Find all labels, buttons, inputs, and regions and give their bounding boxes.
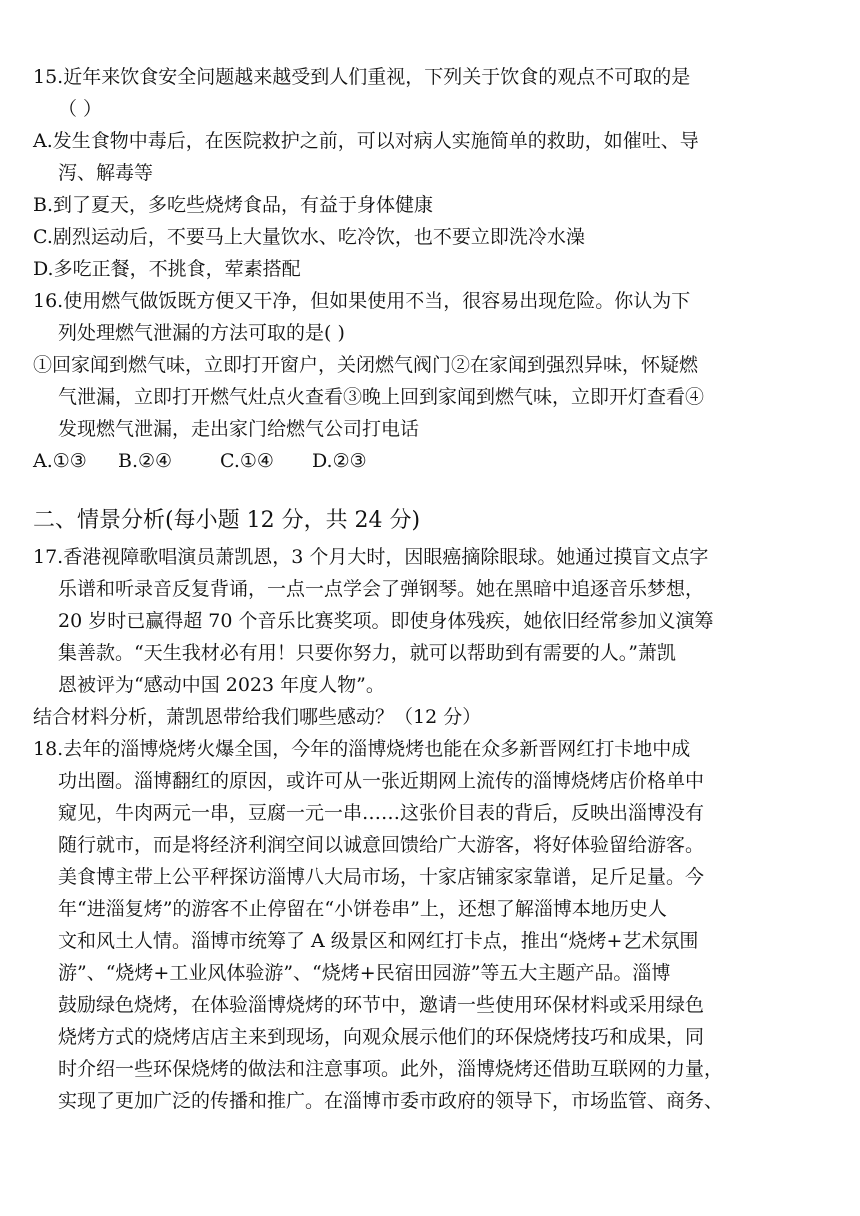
q17-material-line: 20 岁时已赢得超 70 个音乐比赛奖项。即使身体残疾，她依旧经常参加义演筹 [58,610,714,632]
q18-material-line: 年“进淄复烤”的游客不止停留在“小饼卷串”上，还想了解淄博本地历史人 [58,898,667,920]
q18-material-line: 时介绍一些环保烧烤的做法和注意事项。此外，淄博烧烤还借助互联网的力量， [58,1058,724,1080]
q17-question: 结合材料分析，萧凯恩带给我们哪些感动？（12 分） [33,706,482,728]
q15-stem-line-2: （ ） [58,98,103,120]
q18-material-line: 鼓励绿色烧烤，在体验淄博烧烤的环节中，邀请一些使用环保材料或采用绿色 [58,994,705,1016]
q17-material-line: 乐谱和听录音反复背诵，一点一点学会了弹钢琴。她在黑暗中追逐音乐梦想， [58,578,705,600]
q18-material-line: 功出圈。淄博翻红的原因，或许可从一张近期网上流传的淄博烧烤店价格单中 [58,770,705,792]
q16-items-line-1: ①回家闻到燃气味，立即打开窗户，关闭燃气阀门②在家闻到强烈异味，怀疑燃 [33,354,699,376]
q18-material-line: 烧烤方式的烧烤店店主来到现场，向观众展示他们的环保烧烤技巧和成果，同 [58,1026,705,1048]
q16-choice-d: D.②③ [312,450,367,472]
q18-material-line: 窥见，牛肉两元一串，豆腐一元一串……这张价目表的背后，反映出淄博没有 [58,802,705,824]
q18-material-line: 18.去年的淄博烧烤火爆全国，今年的淄博烧烤也能在众多新晋网红打卡地中成 [33,738,691,760]
q16-choice-a: A.①③ [33,450,87,472]
q15-option-b: B.到了夏天，多吃些烧烤食品，有益于身体健康 [33,194,434,216]
q15-option-a-line-2: 泻、解毒等 [58,162,154,184]
q17-material-line: 17.香港视障歌唱演员萧凯恩，3 个月大时，因眼癌摘除眼球。她通过摸盲文点字 [33,546,709,568]
q18-material-line: 随行就市，而是将经济利润空间以诚意回馈给广大游客，将好体验留给游客。 [58,834,705,856]
q16-choice-c: C.①④ [220,450,274,472]
q18-material-line: 文和风土人情。淄博市统筹了 A 级景区和网红打卡点，推出“烧烤+艺术氛围 [58,930,699,952]
q15-option-c: C.剧烈运动后，不要马上大量饮水、吃冷饮，也不要立即洗冷水澡 [33,226,585,248]
q16-stem-line-1: 16.使用燃气做饭既方便又干净，但如果使用不当，很容易出现危险。你认为下 [33,290,691,312]
q18-material-line: 美食博主带上公平秤探访淄博八大局市场，十家店铺家家靠谱，足斤足量。今 [58,866,705,888]
q15-stem-line-1: 15.近年来饮食安全问题越来越受到人们重视，下列关于饮食的观点不可取的是 [33,66,691,88]
q16-choice-b: B.②④ [118,450,173,472]
q16-items-line-3: 发现燃气泄漏，走出家门给燃气公司打电话 [58,418,420,440]
q18-material-line: 游”、“烧烤+工业风体验游”、“烧烤+民宿田园游”等五大主题产品。淄博 [58,962,671,984]
section-2-heading: 二、情景分析(每小题 12 分，共 24 分) [33,508,421,533]
q17-material-line: 集善款。“天生我材必有用！只要你努力，就可以帮助到有需要的人。”萧凯 [58,642,676,664]
q16-items-line-2: 气泄漏，立即打开燃气灶点火查看③晚上回到家闻到燃气味，立即开灯查看④ [58,386,705,408]
q16-stem-line-2: 列处理燃气泄漏的方法可取的是( ) [58,322,345,344]
q15-option-d: D.多吃正餐，不挑食，荤素搭配 [33,258,301,280]
q15-option-a-line-1: A.发生食物中毒后，在医院救护之前，可以对病人实施简单的救助，如催吐、导 [33,130,699,152]
q17-material-line: 恩被评为“感动中国 2023 年度人物”。 [58,674,385,696]
q18-material-line: 实现了更加广泛的传播和推广。在淄博市委市政府的领导下，市场监管、商务、 [58,1090,724,1112]
